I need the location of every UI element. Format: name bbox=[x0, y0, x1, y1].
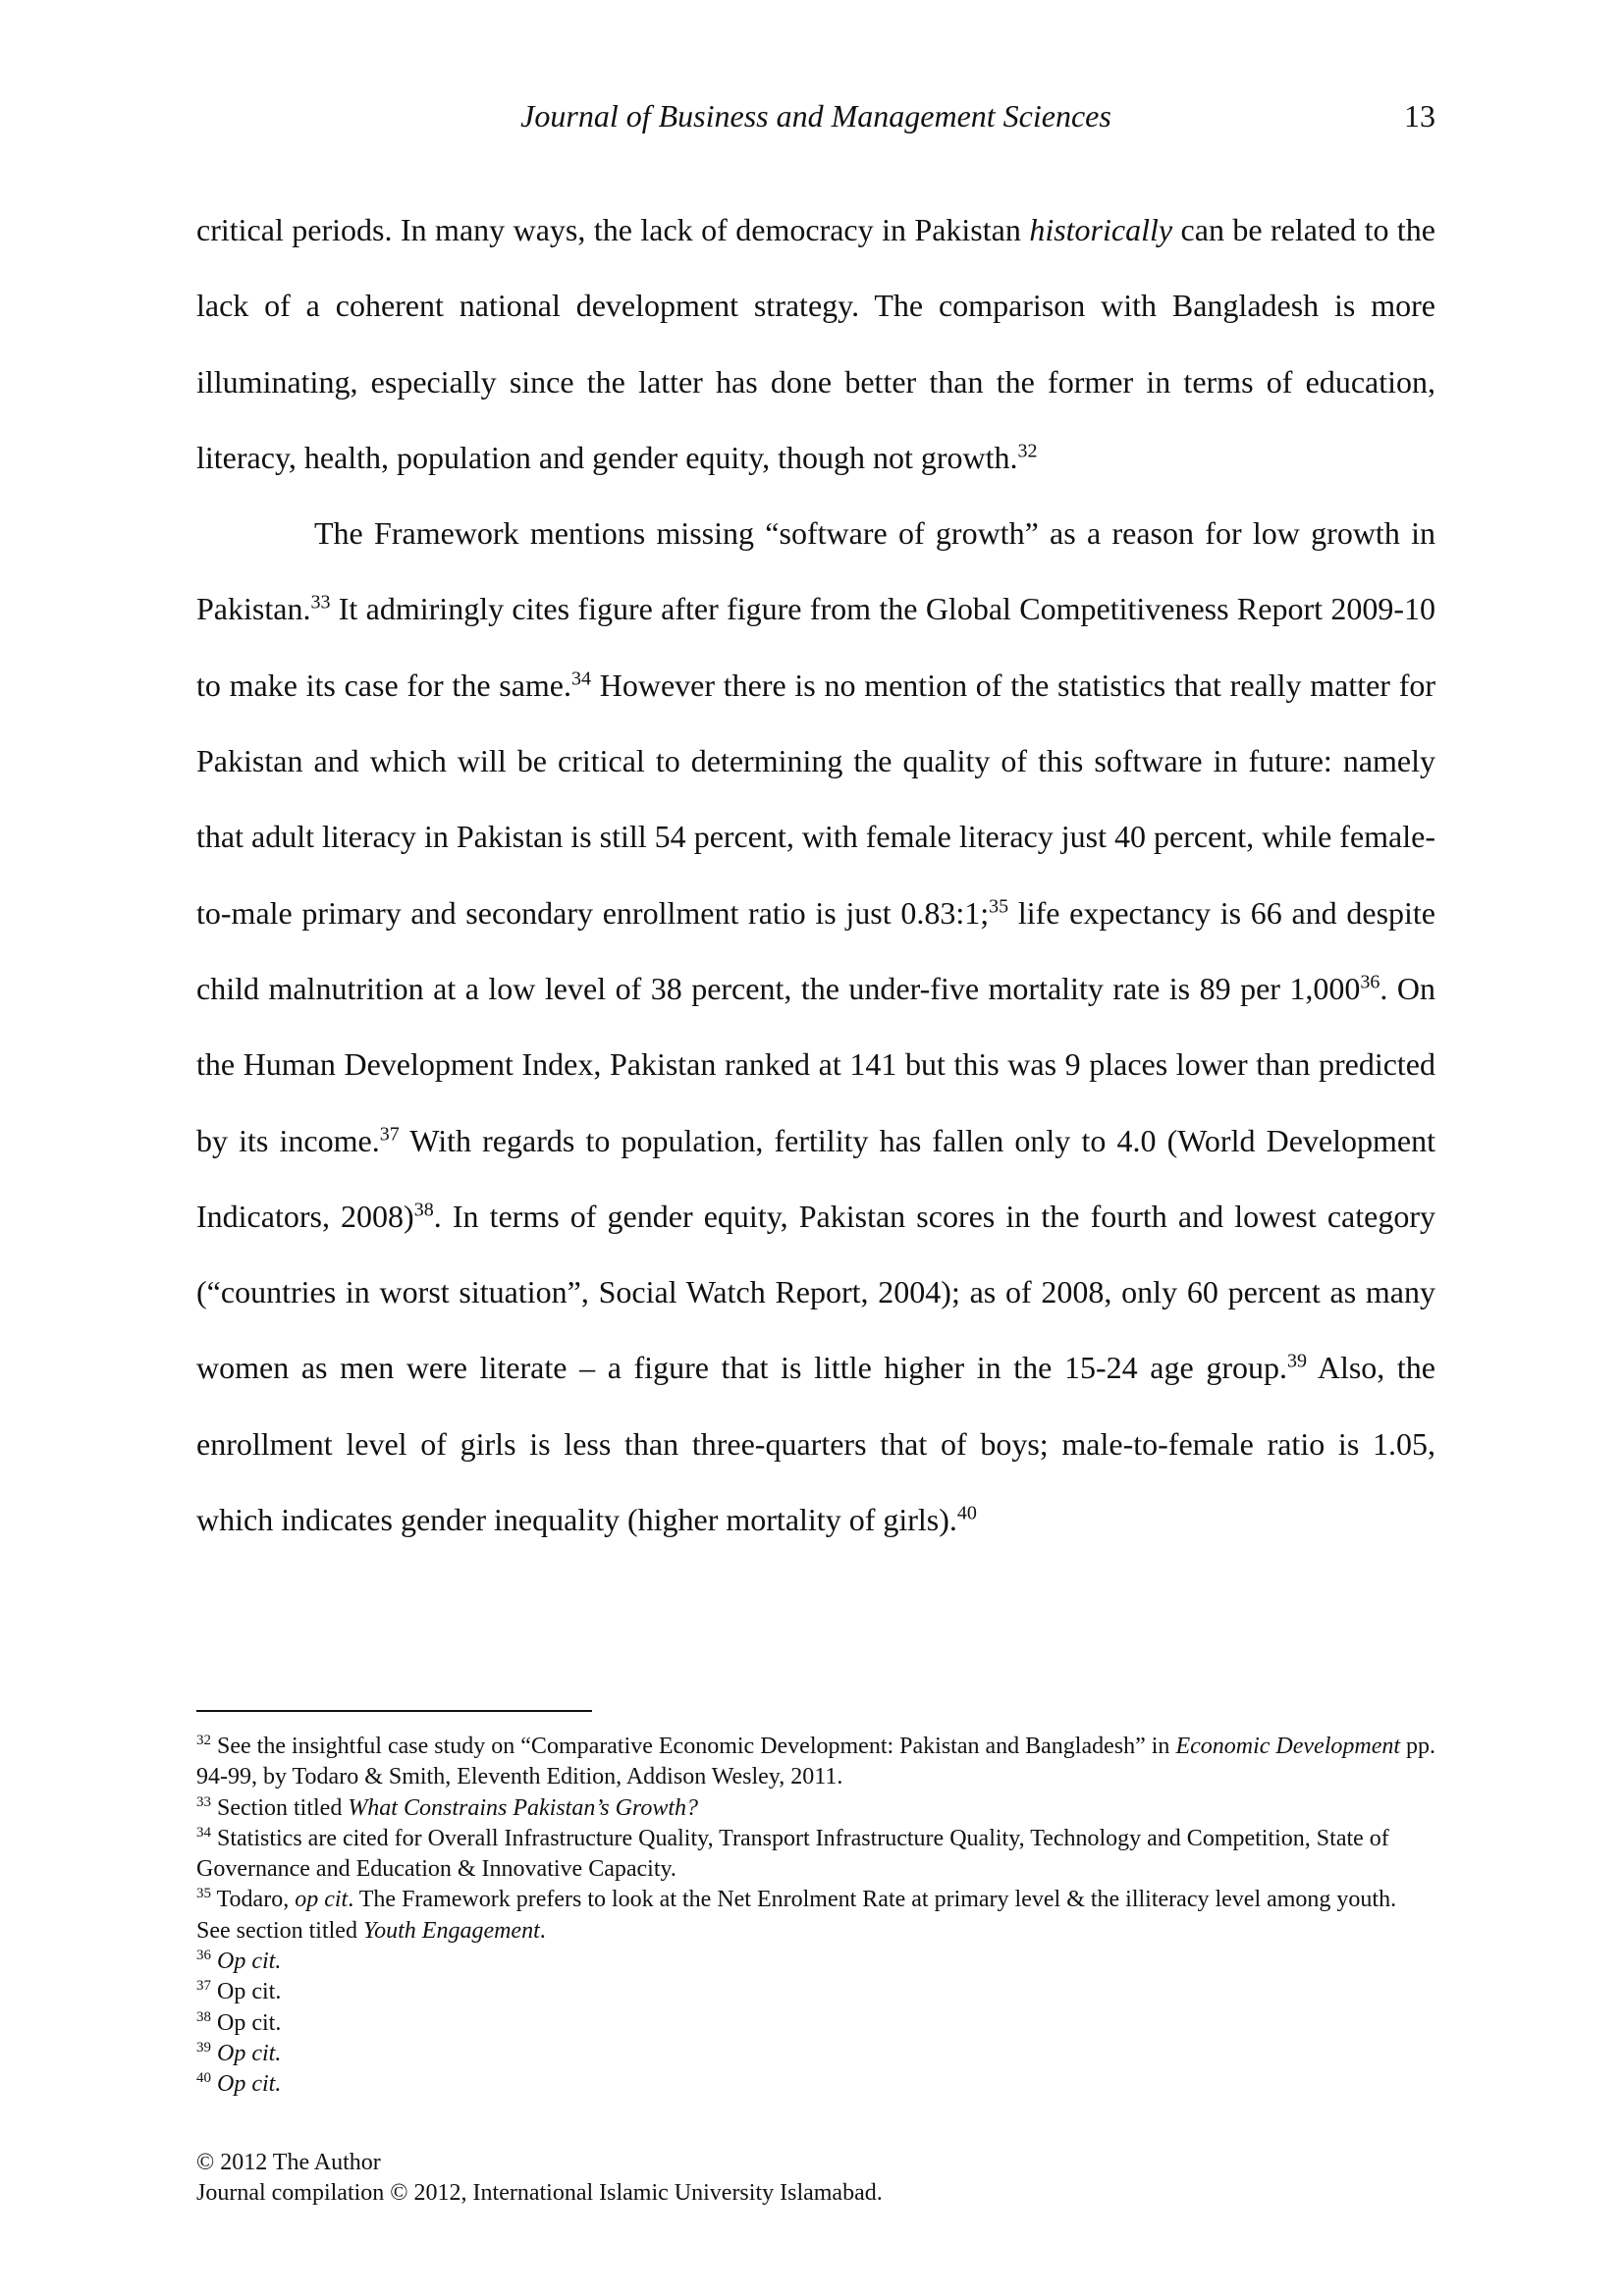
footnote-33 bbox=[196, 1793, 1435, 1824]
footnote-text: Section titled bbox=[211, 1794, 349, 1821]
footnote-36 bbox=[196, 1947, 1435, 1977]
footnote-ref-33: 33 bbox=[310, 591, 331, 614]
paragraph-text: The Framework mentions missing “software of growth” as a reason for low growth in Pakistan. bbox=[196, 515, 1435, 627]
footnote-number: 35 bbox=[196, 1886, 211, 1902]
footnote-emphasis: What Constrains Pakistan’s Growth? bbox=[348, 1794, 699, 1821]
copyright-line: © 2012 The Author bbox=[196, 2150, 381, 2175]
footnotes bbox=[196, 1732, 1435, 2101]
footnote-ref-34: 34 bbox=[571, 667, 591, 690]
footnote-text: Op cit. bbox=[211, 2009, 282, 2036]
paragraph-text: can be related to the lack of a coherent national development strategy. The comparison with Bangladesh is more illuminating, especially since the latter has done better than the former in terms of education, literacy, health, population and gender equity, though not growth. bbox=[196, 212, 1436, 475]
footnote-separator bbox=[196, 1710, 592, 1712]
body-text bbox=[196, 192, 1435, 1558]
paragraph-2 bbox=[196, 496, 1435, 1558]
page-footer bbox=[196, 2148, 1435, 2209]
paragraph-text: However there is no mention of the statistics that really matter for Pakistan and which will be critical to determining the quality of this software in future: namely that adult literacy in Pakistan is still 54 percent, with female literacy just 40 percent, while female-to-male primary and secondary enrollment ratio is just 0.83:1; bbox=[196, 667, 1436, 931]
footnote-number: 34 bbox=[196, 1824, 211, 1841]
paragraph-text: . On the Human Development Index, Pakistan ranked at 141 but this was 9 places lower than predicted by its income. bbox=[196, 970, 1436, 1158]
footnote-emphasis: Op cit. bbox=[211, 1949, 282, 1975]
footnote-35 bbox=[196, 1885, 1435, 1947]
footnote-37 bbox=[196, 1977, 1435, 2007]
footnote-ref-36: 36 bbox=[1360, 971, 1380, 993]
footnote-ref-32: 32 bbox=[1017, 440, 1038, 462]
paragraph-text: critical periods. In many ways, the lack of democracy in Pakistan bbox=[196, 212, 1030, 247]
footnote-emphasis: Youth Engagement bbox=[362, 1917, 540, 1944]
footnote-number: 39 bbox=[196, 2039, 211, 2056]
footnote-39 bbox=[196, 2039, 1435, 2069]
footnote-text: pp. 94-99, by Todaro & Smith, Eleventh Edition, Addison Wesley, 2011. bbox=[196, 1734, 1436, 1790]
paragraph-text: life expectancy is 66 and despite child malnutrition at a low level of 38 percent, the under-five mortality rate is 89 per 1,000 bbox=[196, 894, 1436, 1006]
footnote-ref-39: 39 bbox=[1286, 1350, 1307, 1372]
paragraph-text: With regards to population, fertility has fallen only to 4.0 (World Development Indicators, 2008) bbox=[196, 1122, 1436, 1234]
footnote-32 bbox=[196, 1732, 1435, 1793]
footnote-text: Op cit. bbox=[211, 1979, 282, 2005]
journal-title: Journal of Business and Management Sciences bbox=[520, 98, 1111, 133]
footnote-text: Statistics are cited for Overall Infrastructure Quality, Transport Infrastructure Quality, Technology and Competition, State of Governance and Education & Innovative Capacity. bbox=[196, 1825, 1389, 1883]
footnote-number: 36 bbox=[196, 1948, 211, 1964]
footnote-emphasis: Op cit. bbox=[211, 2040, 282, 2066]
footnote-number: 37 bbox=[196, 1978, 211, 1995]
footnote-text: . The Framework prefers to look at the Net Enrolment Rate at primary level & the illiteracy level among youth. See section titled bbox=[196, 1887, 1397, 1944]
paragraph-text: . In terms of gender equity, Pakistan scores in the fourth and lowest category (“countries in worst situation”, Social Watch Report, 2004); as of 2008, only 60 percent as many women as men were literate – a figure that is little higher in the 15-24 age group. bbox=[196, 1198, 1436, 1386]
footnote-emphasis: Economic Development bbox=[1175, 1734, 1401, 1759]
footnote-number: 38 bbox=[196, 2008, 211, 2025]
footnote-ref-37: 37 bbox=[379, 1122, 400, 1145]
footnote-emphasis: op cit bbox=[295, 1887, 349, 1913]
footnote-ref-40: 40 bbox=[956, 1502, 977, 1524]
footnote-number: 40 bbox=[196, 2070, 211, 2087]
footnote-34 bbox=[196, 1824, 1435, 1886]
page-number: 13 bbox=[1404, 98, 1435, 133]
footnote-number: 32 bbox=[196, 1733, 211, 1748]
footnote-ref-38: 38 bbox=[413, 1199, 434, 1221]
footnote-emphasis: Op cit. bbox=[211, 2071, 282, 2098]
running-header bbox=[196, 98, 1435, 137]
footnote-ref-35: 35 bbox=[989, 895, 1009, 918]
footnote-40 bbox=[196, 2069, 1435, 2100]
footnote-number: 33 bbox=[196, 1793, 211, 1810]
footnote-38 bbox=[196, 2008, 1435, 2039]
paragraph-text: Also, the enrollment level of girls is less than three-quarters that of boys; male-to-female ratio is 1.05, which indicates gender inequality (higher mortality of girls). bbox=[196, 1350, 1436, 1538]
footnote-text: . bbox=[539, 1917, 546, 1944]
paragraph-text: It admiringly cites figure after figure from the Global Competitiveness Report 2009-10 to make its case for the same. bbox=[196, 591, 1435, 703]
paragraph-1 bbox=[196, 192, 1435, 496]
footnote-text: See the insightful case study on “Comparative Economic Development: Pakistan and Bangladesh” in bbox=[211, 1734, 1176, 1759]
footnote-text: Todaro, bbox=[211, 1887, 296, 1913]
emphasis-text: historically bbox=[1029, 212, 1173, 247]
compilation-line: Journal compilation © 2012, International Islamic University Islamabad. bbox=[196, 2180, 883, 2206]
